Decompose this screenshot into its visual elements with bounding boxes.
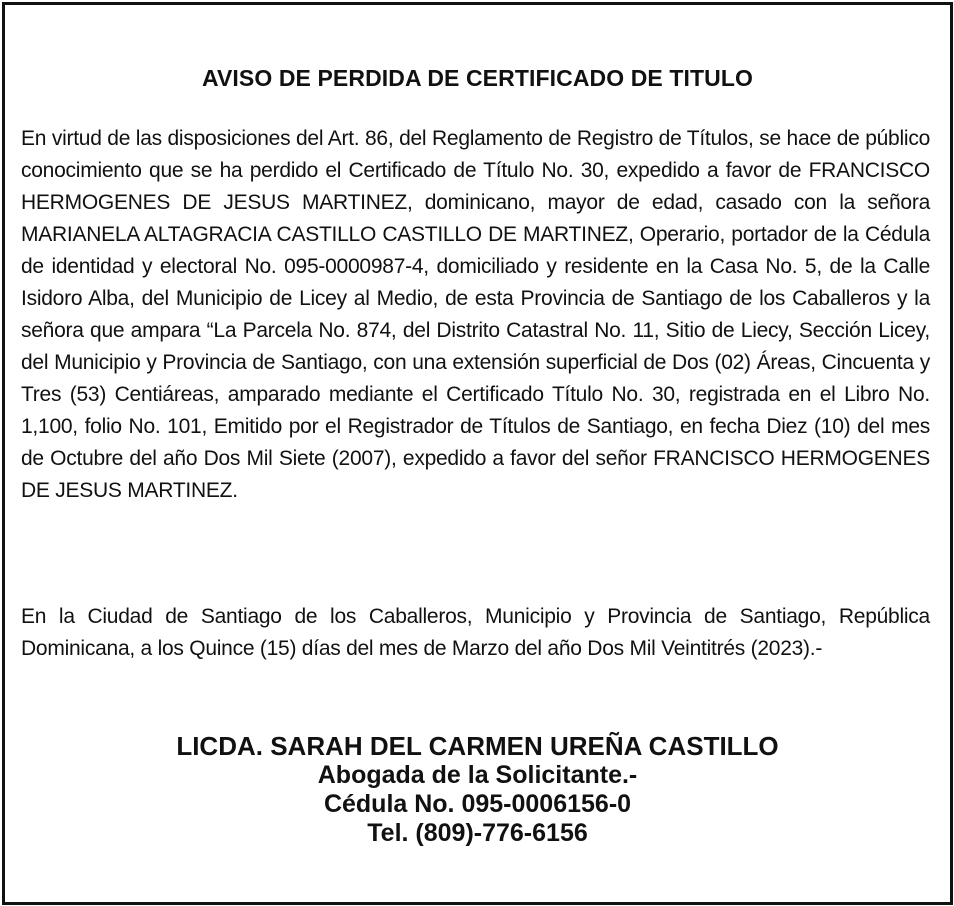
notice-paragraph-date: En la Ciudad de Santiago de los Caballeros, Municipio y Provincia de Santiago, República Dominicana, a los Quince (15) días del mes de Marzo del año Dos Mil Veintitrés (2023).- bbox=[21, 605, 930, 660]
signatory-phone: Tel. (809)-776-6156 bbox=[367, 819, 588, 847]
notice-box bbox=[2, 2, 953, 905]
signatory-role: Abogada de la Solicitante.- bbox=[317, 761, 638, 789]
signature-block bbox=[5, 732, 950, 848]
notice-title: AVISO DE PERDIDA DE CERTIFICADO DE TITULO bbox=[201, 65, 753, 91]
notice-paragraph-main: En virtud de las disposiciones del Art. 86, del Reglamento de Registro de Títulos, se hace de público conocimiento que se ha perdido el Certificado de Título No. 30, expedido a favor de FRANCISCO HERMOGENES DE JESUS MARTINEZ, dominicano, mayor de edad, casado con la señora MARIANELA ALTAGRACIA CASTILLO CASTILLO DE MARTINEZ, Operario, portador de la Cédula de identidad y electoral No. 095-0000987-4, domiciliado y residente en la Casa No. 5, de la Calle Isidoro Alba, del Municipio de Licey al Medio, de esta Provincia de Santiago de los Caballeros y la señora que ampara “La Parcela No. 874, del Distrito Catastral No. 11, Sitio de Liecy, Sección Licey, del Municipio y Provincia de Santiago, con una extensión superficial de Dos (02) Áreas, Cincuenta y Tres (53) Centiáreas, amparado mediante el Certificado Título No. 30, registrada en el Libro No. 1,100, folio No. 101, Emitido por el Registrador de Títulos de Santiago, en fecha Diez (10) del mes de Octubre del año Dos Mil Siete (2007), expedido a favor del señor FRANCISCO HERMOGENES DE JESUS MARTINEZ. bbox=[21, 127, 930, 502]
signatory-id-card: Cédula No. 095-0006156-0 bbox=[323, 790, 632, 818]
signatory-name: LICDA. SARAH DEL CARMEN UREÑA CASTILLO bbox=[176, 731, 779, 761]
